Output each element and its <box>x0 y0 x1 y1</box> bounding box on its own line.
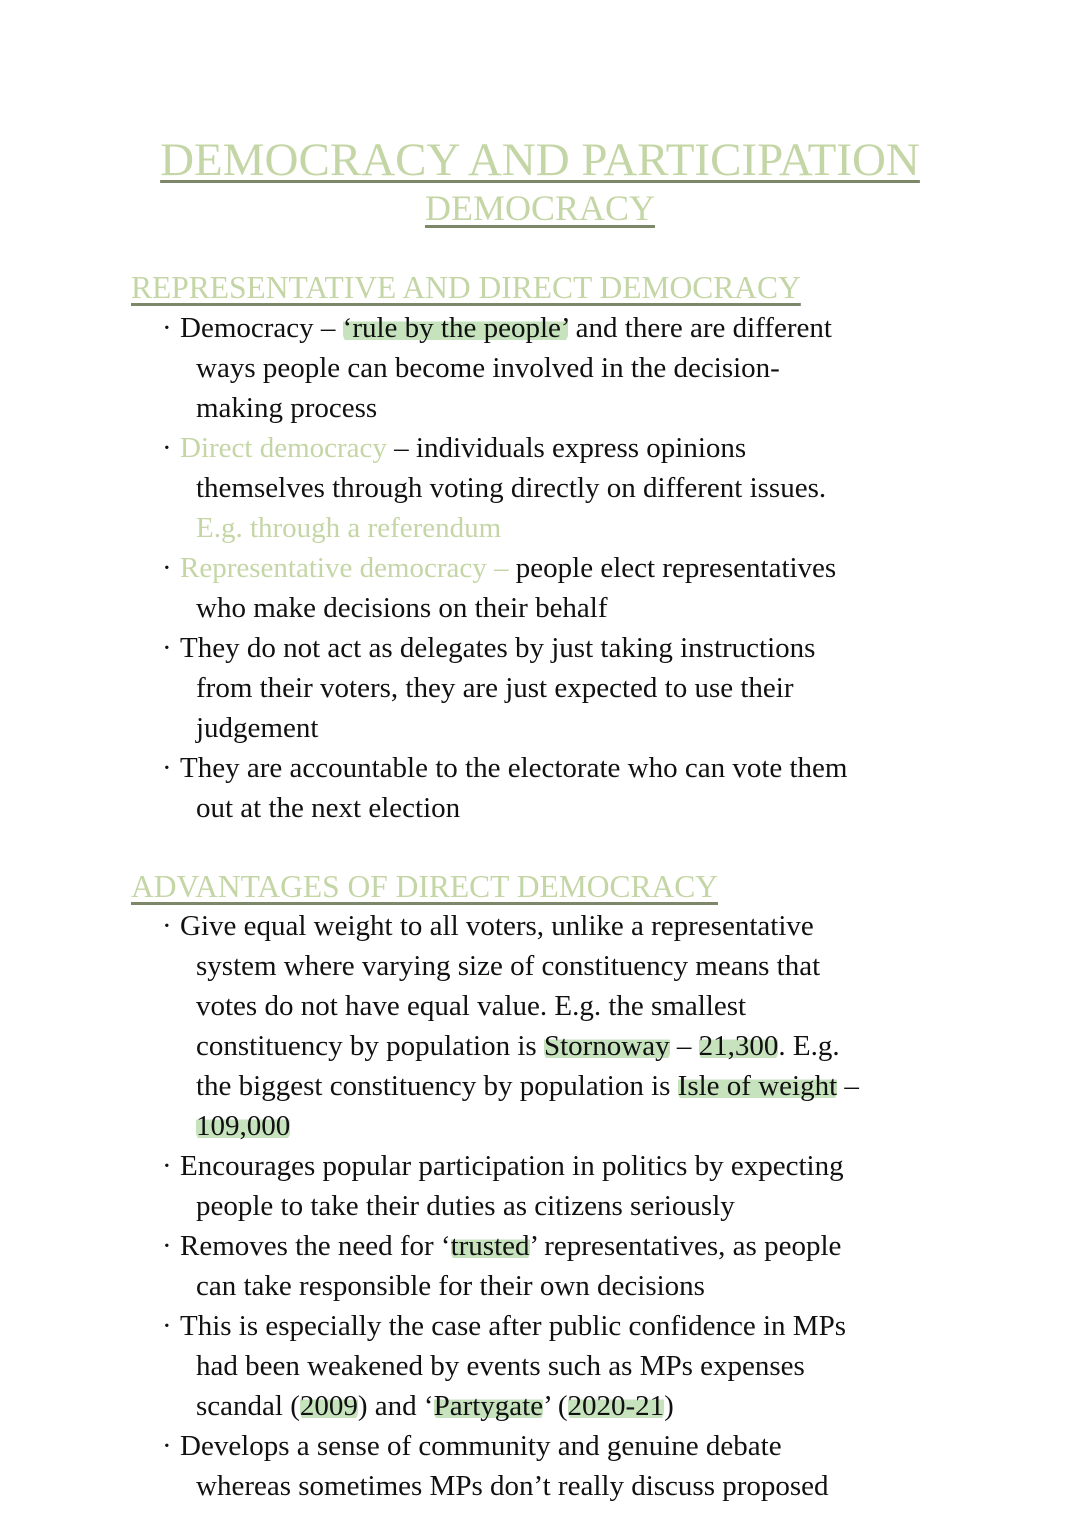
bullet-line <box>180 668 960 708</box>
body-text: out at the next election <box>196 792 461 824</box>
bullet-item <box>160 1306 960 1426</box>
bullet-line <box>180 708 960 748</box>
body-text: system where varying size of constituency means that <box>196 950 821 982</box>
highlighted-text: Stornoway <box>543 1030 670 1062</box>
bullet-dot: · <box>162 1230 172 1262</box>
bullet-line <box>180 1426 960 1466</box>
bullet-line <box>180 1066 960 1106</box>
bullet-dot: · <box>162 752 172 784</box>
bullet-line <box>180 906 960 946</box>
bullet-line <box>180 348 960 388</box>
bullet-line <box>180 1146 960 1186</box>
body-text: This is especially the case after public confidence in MPs <box>180 1310 846 1342</box>
bullet-line <box>180 308 960 348</box>
body-text: Give equal weight to all voters, unlike a representative <box>180 910 814 942</box>
body-text: the biggest constituency by population is <box>196 1070 678 1102</box>
body-text: Democracy – <box>180 312 343 344</box>
body-text: themselves through voting directly on different issues. <box>196 472 827 504</box>
body-text: Develops a sense of community and genuine debate <box>180 1430 782 1462</box>
bullet-line <box>180 508 960 548</box>
body-text: constituency by population is <box>196 1030 544 1062</box>
body-text: scandal ( <box>196 1390 300 1422</box>
term-text: E.g. through a referendum <box>196 512 502 544</box>
section-heading-advantages-direct: ADVANTAGES OF DIRECT DEMOCRACY <box>131 869 718 904</box>
body-text: judgement <box>196 712 319 744</box>
highlighted-text: Isle of weight <box>677 1070 838 1102</box>
body-text: ) and ‘ <box>357 1390 434 1422</box>
bullet-line <box>180 468 960 508</box>
bullet-item <box>160 308 960 428</box>
body-text: had been weakened by events such as MPs expenses <box>196 1350 805 1382</box>
bullet-line <box>180 946 960 986</box>
body-text: ’ ( <box>543 1390 568 1422</box>
bullet-line <box>180 388 960 428</box>
highlighted-text: 109,000 <box>196 1110 291 1142</box>
body-text: can take responsible for their own decisions <box>196 1270 705 1302</box>
bullet-item <box>160 1426 960 1506</box>
body-text: Encourages popular participation in politics by expecting <box>180 1150 844 1182</box>
body-text: from their voters, they are just expected to use their <box>196 672 794 704</box>
highlighted-text: trusted <box>450 1230 530 1262</box>
page-subtitle: DEMOCRACY <box>424 188 656 228</box>
bullet-item <box>160 548 960 628</box>
body-text: who make decisions on their behalf <box>196 592 608 624</box>
bullet-line <box>180 628 960 668</box>
bullet-line <box>180 788 960 828</box>
bullet-line <box>180 1306 960 1346</box>
page-title: DEMOCRACY AND PARTICIPATION <box>160 134 920 186</box>
highlighted-text: ‘rule by the people’ <box>342 312 569 344</box>
body-text: They are accountable to the electorate who can vote them <box>180 752 848 784</box>
highlighted-text: Partygate <box>433 1390 544 1422</box>
bullet-dot: · <box>162 1430 172 1462</box>
bullet-item <box>160 748 960 828</box>
bullet-dot: · <box>162 910 172 942</box>
body-text: votes do not have equal value. E.g. the smallest <box>196 990 747 1022</box>
bullet-dot: · <box>162 632 172 664</box>
bullet-list-representative-and-direct <box>160 308 960 828</box>
body-text: making process <box>196 392 378 424</box>
body-text: people to take their duties as citizens seriously <box>196 1190 735 1222</box>
body-text: Removes the need for ‘ <box>180 1230 451 1262</box>
body-text: ways people can become involved in the decision- <box>196 352 780 384</box>
highlighted-text: 21,300 <box>698 1030 779 1062</box>
body-text: ) <box>664 1390 674 1422</box>
bullet-line <box>180 1186 960 1226</box>
body-text: – <box>669 1030 699 1062</box>
bullet-dot: · <box>162 552 172 584</box>
bullet-dot: · <box>162 312 172 344</box>
body-text: . E.g. <box>778 1030 840 1062</box>
body-text: They do not act as delegates by just taking instructions <box>180 632 816 664</box>
body-text: ’ representatives, as people <box>529 1230 842 1262</box>
body-text: people elect representatives <box>508 552 837 584</box>
bullet-line <box>180 748 960 788</box>
bullet-line <box>180 548 960 588</box>
bullet-item <box>160 1226 960 1306</box>
bullet-line <box>180 986 960 1026</box>
bullet-item <box>160 1146 960 1226</box>
bullet-line <box>180 1026 960 1066</box>
body-text: – individuals express opinions <box>386 432 747 464</box>
bullet-list-advantages-direct <box>160 906 960 1506</box>
body-text: – <box>837 1070 859 1102</box>
term-text: Representative democracy – <box>180 552 509 584</box>
term-text: Direct democracy <box>180 432 387 464</box>
bullet-line <box>180 1386 960 1426</box>
bullet-item <box>160 906 960 1146</box>
section-heading-representative-and-direct: REPRESENTATIVE AND DIRECT DEMOCRACY <box>131 270 801 305</box>
bullet-line <box>180 1346 960 1386</box>
body-text: whereas sometimes MPs don’t really discuss proposed <box>196 1470 829 1502</box>
bullet-line <box>180 428 960 468</box>
bullet-line <box>180 1466 960 1506</box>
body-text: and there are different <box>568 312 832 344</box>
bullet-line <box>180 1226 960 1266</box>
bullet-item <box>160 428 960 548</box>
highlighted-text: 2009 <box>299 1390 358 1422</box>
highlighted-text: 2020-21 <box>567 1390 665 1422</box>
bullet-dot: · <box>162 432 172 464</box>
bullet-line <box>180 1266 960 1306</box>
bullet-line <box>180 1106 960 1146</box>
bullet-item <box>160 628 960 748</box>
bullet-line <box>180 588 960 628</box>
bullet-dot: · <box>162 1310 172 1342</box>
bullet-dot: · <box>162 1150 172 1182</box>
